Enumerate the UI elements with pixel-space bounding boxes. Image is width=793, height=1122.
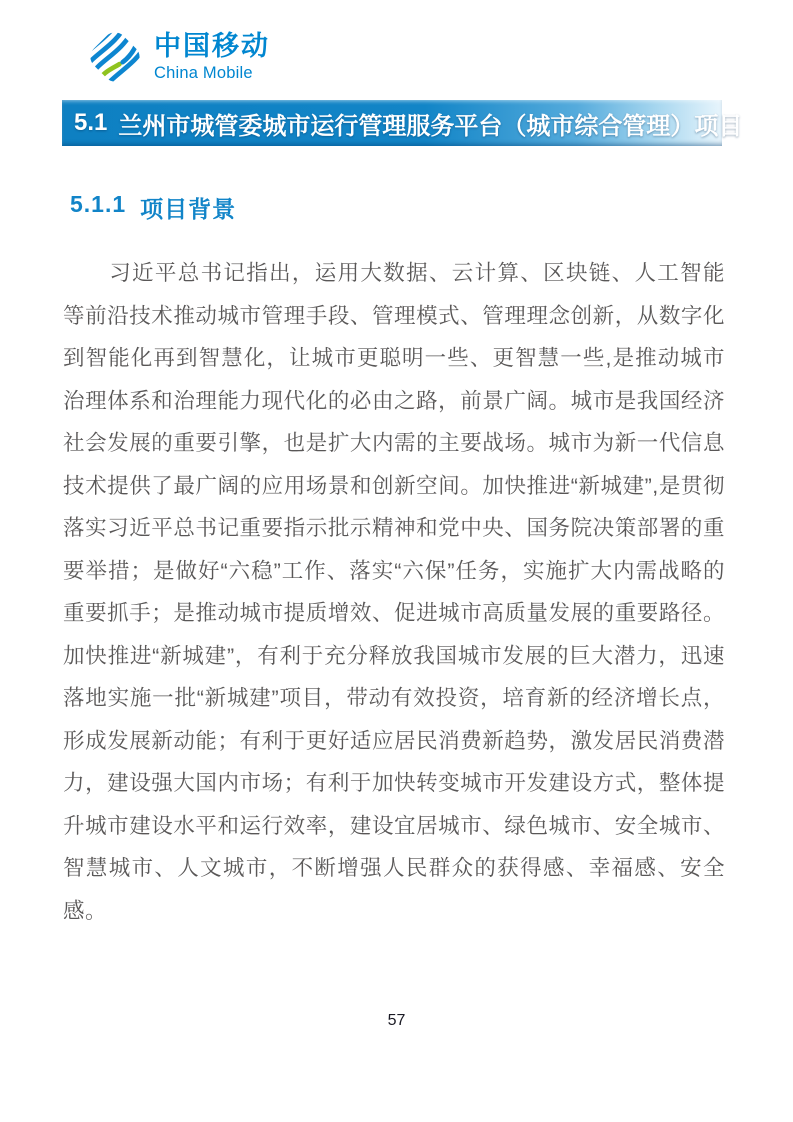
china-mobile-logo-icon	[86, 28, 144, 86]
subsection-number: 5.1.1	[70, 191, 127, 217]
section-header-bar	[62, 100, 743, 146]
china-mobile-logo	[86, 28, 270, 86]
page-number: 57	[387, 1012, 406, 1029]
logo-english-name: China Mobile	[154, 63, 253, 82]
body-paragraph: 习近平总书记指出，运用大数据、云计算、区块链、人工智能等前沿技术推动城市管理手段、管理模式、管理理念创新，从数字化到智能化再到智慧化，让城市更聪明一些、更智慧一些,是推动城市治理体系和治理能力现代化的必由之路，前景广阔。城市是我国经济社会发展的重要引擎，也是扩大内需的主要战场。城市为新一代信息技术提供了最广阔的应用场景和创新空间。加快推进“新城建”,是贯彻落实习近平总书记重要指示批示精神和党中央、国务院决策部署的重要举措；是做好“六稳”工作、落实“六保”任务，实施扩大内需战略的重要抓手；是推动城市提质增效、促进城市高质量发展的重要路径。加快推进“新城建”，有利于充分释放我国城市发展的巨大潜力，迅速落地实施一批“新城建”项目，带动有效投资，培育新的经济增长点，形成发展新动能；有利于更好适应居民消费新趋势，激发居民消费潜力，建设强大国内市场；有利于加快转变城市开发建设方式，整体提升城市建设水平和运行效率，建设宜居城市、绿色城市、安全城市、智慧城市、人文城市，不断增强人民群众的获得感、幸福感、安全感。	[63, 261, 725, 923]
subsection-title: 项目背景	[140, 196, 237, 222]
section-number: 5.1	[74, 109, 108, 136]
subsection-heading	[70, 191, 236, 224]
logo-chinese-name: 中国移动	[154, 30, 270, 61]
logo-wordmark	[154, 30, 270, 82]
section-title: 兰州市城管委城市运行管理服务平台（城市综合管理）项目	[118, 112, 743, 140]
